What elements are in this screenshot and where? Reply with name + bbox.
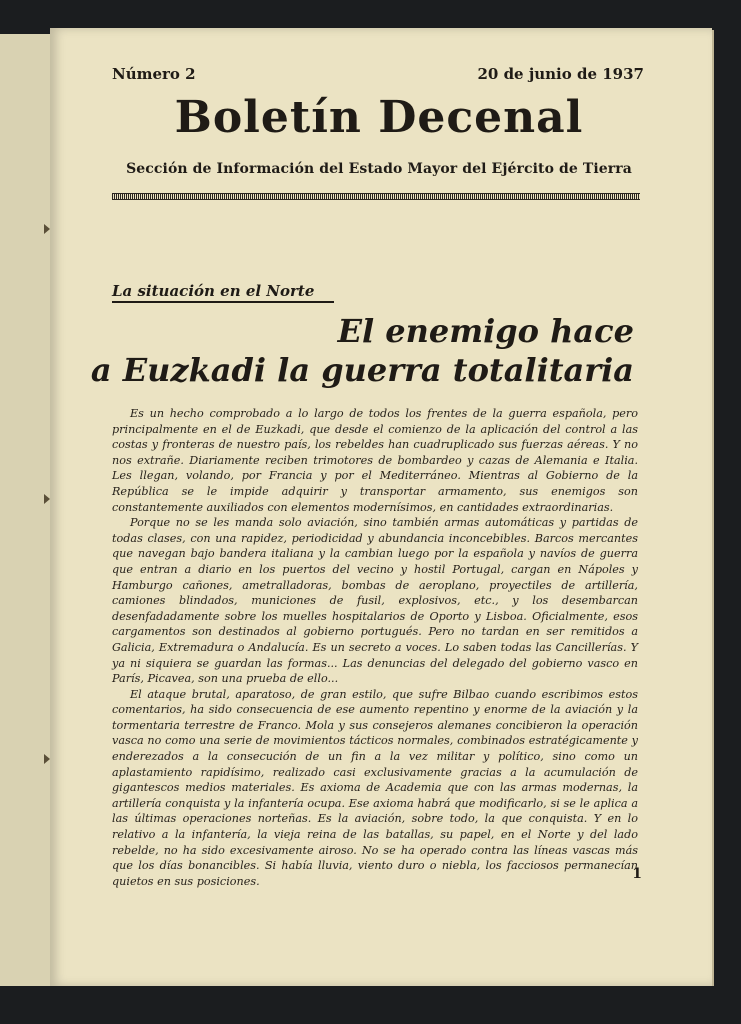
masthead-rule xyxy=(112,193,640,200)
page-number: 1 xyxy=(632,866,642,882)
headline-line-2: a Euzkadi la guerra totalitaria xyxy=(90,351,634,389)
masthead-title: Boletín Decenal xyxy=(174,92,584,143)
article-body xyxy=(112,406,638,889)
section-heading: La situación en el Norte xyxy=(112,282,315,300)
masthead-subtitle: Sección de Información del Estado Mayor del Ejército de Tierra xyxy=(126,161,632,177)
paragraph: Es un hecho comprobado a lo largo de todos los frentes de la guerra española, pero principalmente en el de Euzkadi, que desde el comienzo de la aplicación del control a las costas y fronteras de nuestro país, los rebeldes han cuadruplicado sus fuerzas aéreas. Y no nos extrañe. Diariamente reciben trimotores de bombardeo y cazas de Alemania e Italia. Les llegan, volando, por Francia y por el Mediterráneo. Mientras al Gobierno de la República se le impide adquirir y transportar armamento, sus enemigos son constantemente auxiliados con elementos modernísimos, en cantidades extraordinarias. xyxy=(112,407,638,514)
paragraph: El ataque brutal, aparatoso, de gran estilo, que sufre Bilbao cuando escribimos estos comentarios, ha sido consecuencia de ese aumento repentino y enorme de la aviación y la tormentaria terrestre de Franco. Mola y sus consejeros alemanes concibieron la operación vasca no como una serie de movimientos tácticos normales, combinados estratégicamente y enderezados a la consecución de un fin a la vez militar y político, sino como un aplastamiento rapidísimo, realizado casi exclusivamente gracias a la acumulación de gigantescos medios materiales. Es axioma de Academia que con las armas modernas, la artillería conquista y la infantería ocupa. Ese axioma habrá que modificarlo, si se le aplica a las últimas operaciones norteñas. Es la aviación, sobre todo, la que conquista. Y en lo relativo a la infantería, la vieja reina de las batallas, su papel, en el Norte y del lado rebelde, no ha sido excesivamente airoso. No se ha operado contra las líneas vascas más que los días bonancibles. Si había lluvia, viento duro o niebla, los facciosos permanecían quietos en sus posiciones. xyxy=(112,687,638,888)
issue-number: Número 2 xyxy=(112,65,196,83)
newsletter-page xyxy=(50,28,712,986)
headline-line-1: El enemigo hace xyxy=(337,312,634,350)
article-headline xyxy=(91,312,634,390)
issue-date: 20 de junio de 1937 xyxy=(477,65,644,83)
facing-page-edge xyxy=(0,34,51,986)
paragraph: Porque no se les manda solo aviación, sino también armas automáticas y partidas de todas clases, con una rapidez, periodicidad y abundancia inconcebibles. Barcos mercantes que navegan bajo bandera italiana y la cambian luego por la española y navíos de guerra que entran a diario en los puertos del vecino y hostil Portugal, cargan en Nápoles y Hamburgo cañones, ametralladoras, bombas de aeroplano, proyectiles de artillería, camiones blindados, municiones de fusil, explosivos, etc., y los desembarcan desenfadadamente sobre los muelles hospitalarios de Oporto y Lisboa. Oficialmente, esos cargamentos son destinados al gobierno portugués. Pero no tardan en ser remitidos a Galicia, Extremadura o Andalucía. Es un secreto a voces. Lo saben todas las Cancillerías. Y ya ni siquiera se guardan las formas... Las denuncias del delegado del gobierno vasco en París, Picavea, son una prueba de ello... xyxy=(112,516,638,686)
section-underline xyxy=(112,301,334,303)
